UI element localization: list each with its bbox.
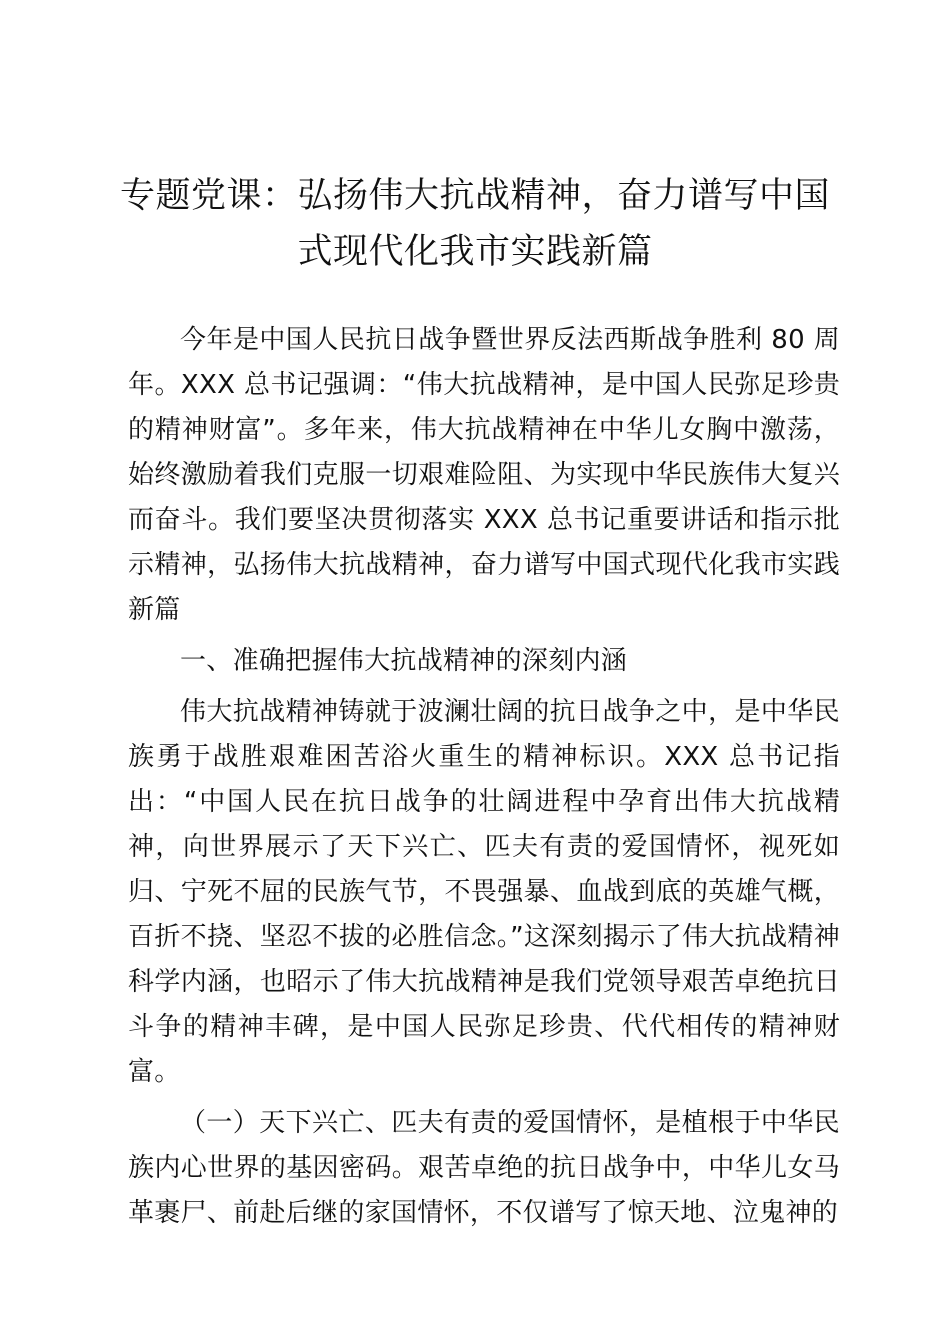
title-line-1: 专题党课：弘扬伟大抗战精神，奋力谱写中国 (120, 176, 831, 216)
section-heading-1: 一、准确把握伟大抗战精神的深刻内涵 (180, 646, 628, 676)
document-title (120, 168, 830, 280)
intro-paragraph: 今年是中国人民抗日战争暨世界反法西斯战争胜利 80 周年。XXX 总书记强调：“伟大抗战精神，是中国人民弥足珍贵的精神财富”。多年来，伟大抗战精神在中华儿女胸中激荡，始终激励着我们克服一切艰难险阻、为实现中华民族伟大复兴而奋斗。我们要坚决贯彻落实 XXX 总书记重要讲话和指示批示精神，弘扬伟大抗战精神，奋力谱写中国式现代化我市实践新篇 (128, 325, 840, 625)
subsection-paragraph-1: （一）天下兴亡、匹夫有责的爱国情怀，是植根于中华民族内心世界的基因密码。艰苦卓绝的抗日战争中，中华儿女马革裹尸、前赴后继的家国情怀，不仅谱写了惊天地、泣鬼神的 (128, 1108, 840, 1228)
section-paragraph-1: 伟大抗战精神铸就于波澜壮阔的抗日战争之中，是中华民族勇于战胜艰难困苦浴火重生的精神标识。XXX 总书记指出：“中国人民在抗日战争的壮阔进程中孕育出伟大抗战精神，向世界展示了天下兴亡、匹夫有责的爱国情怀，视死如归、宁死不屈的民族气节，不畏强暴、血战到底的英雄气概，百折不挠、坚忍不拔的必胜信念。”这深刻揭示了伟大抗战精神科学内涵，也昭示了伟大抗战精神是我们党领导艰苦卓绝抗日斗争的精神丰碑，是中国人民弥足珍贵、代代相传的精神财富。 (128, 697, 840, 1087)
document-body (128, 318, 840, 1242)
title-line-2: 式现代化我市实践新篇 (297, 232, 653, 272)
